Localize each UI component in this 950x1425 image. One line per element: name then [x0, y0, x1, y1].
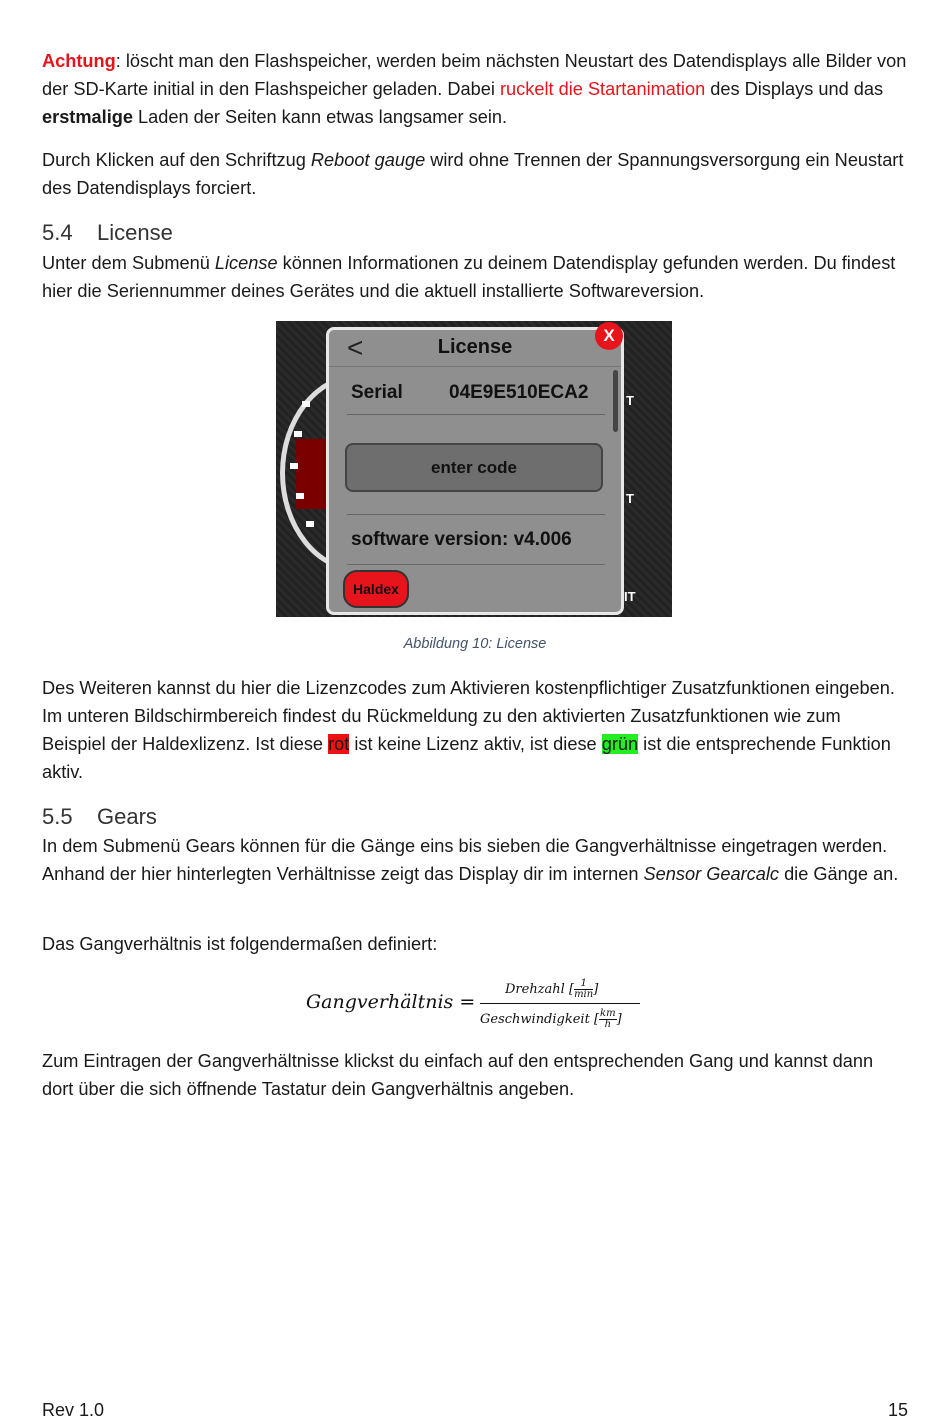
scrollbar[interactable] — [613, 370, 618, 432]
software-version: software version: v4.006 — [351, 529, 572, 550]
section-heading-license — [42, 219, 173, 247]
panel-title: License — [437, 336, 513, 358]
section-title: Gears — [97, 804, 157, 829]
unit-top: 1 — [574, 979, 593, 990]
divider — [347, 564, 605, 565]
footer-page-number: 15 — [887, 1400, 908, 1420]
formula-numerator: Drehzahl [ $\frac{1}{\min}$ ] — [505, 978, 599, 1000]
text-run: können Informationen zu deinem Datendisplay gefunden werden. Du findest hier die Seriennummer deines Gerätes und die aktuell installierte Softwareversion. — [42, 253, 896, 301]
red-highlight-text: ruckelt die Startanimation — [499, 79, 706, 99]
side-label: T — [626, 491, 634, 506]
back-arrow-icon[interactable]: < — [347, 332, 364, 363]
close-icon[interactable]: X — [595, 322, 623, 350]
section-number: 5.4 — [42, 220, 73, 245]
entry-paragraph: Zum Eintragen der Gangverhältnisse klickst du einfach auf den entsprechenden Gang und kannst dann dort über die sich öffnende Tastatur dein Gangverhältnis angeben. — [42, 1051, 874, 1099]
unit-bottom: min — [574, 989, 594, 1000]
figure-caption: Abbildung 10: License — [403, 636, 547, 652]
text-run: : löscht man den Flashspeicher, werden beim nächsten Neustart des Datendisplays alle Bilder von der SD-Karte initial in den Flashspeicher geladen. Dabei — [42, 51, 907, 99]
enter-code-button[interactable]: enter code — [345, 443, 603, 492]
text-run: ist keine Lizenz aktiv, ist diese — [349, 734, 602, 754]
section-heading-gears — [42, 803, 157, 831]
text-run: Unter dem Submenü — [42, 253, 215, 273]
italic-text: Sensor Gearcalc — [643, 864, 780, 884]
warning-paragraph — [42, 47, 908, 131]
bold-text: erstmalige — [42, 107, 133, 127]
license-panel — [326, 327, 624, 615]
text-run: ist die entsprechende Funktion aktiv. — [42, 734, 891, 782]
denominator-unit — [599, 1009, 617, 1030]
gauge-tick — [306, 521, 314, 527]
denominator-word: Geschwindigkeit — [480, 1012, 590, 1027]
numerator-unit — [574, 979, 593, 1000]
red-marker-word: rot — [328, 734, 350, 754]
warning-lead: Achtung — [42, 51, 116, 71]
license-paragraph — [42, 249, 908, 305]
unit-top: km — [600, 1008, 616, 1019]
formula-lhs: Gangverhältnis = — [306, 991, 476, 1013]
gauge-tick — [290, 463, 298, 469]
title-bar — [329, 330, 621, 367]
text-run: des Displays und das — [705, 79, 884, 99]
footer-revision: Rev 1.0 — [42, 1400, 105, 1420]
side-label: T — [626, 393, 634, 408]
gauge-tick — [302, 401, 310, 407]
side-label: IT — [624, 589, 636, 604]
license-feedback-paragraph — [42, 674, 908, 786]
serial-value: 04E9E510ECA2 — [449, 382, 589, 403]
divider — [347, 514, 605, 515]
unit-bottom: h — [604, 1019, 612, 1030]
italic-text: Reboot gauge — [310, 150, 426, 170]
green-marker-word: grün — [601, 734, 639, 754]
section-number: 5.5 — [42, 804, 73, 829]
gauge-tick — [296, 493, 304, 499]
divider — [347, 414, 605, 415]
text-run: wird ohne Trennen der Spannungsversorgung ein Neustart des Datendisplays forciert. — [42, 150, 904, 198]
numerator-word: Drehzahl — [505, 982, 565, 997]
fraction-line — [480, 1003, 640, 1004]
italic-text: License — [214, 253, 278, 273]
section-title: License — [97, 220, 173, 245]
text-run: Laden der Seiten kann etwas langsamer sein. — [132, 107, 508, 127]
haldex-license-badge: Haldex — [343, 570, 409, 608]
definition-intro: Das Gangverhältnis ist folgendermaßen definiert: — [42, 934, 438, 954]
text-run: Durch Klicken auf den Schriftzug — [42, 150, 311, 170]
gauge-tick — [294, 431, 302, 437]
formula-denominator: Geschwindigkeit [ $\frac{km}{h}$ ] — [480, 1008, 622, 1030]
gears-paragraph — [42, 832, 908, 888]
text-run: In dem Submenü Gears können für die Gänge eins bis sieben die Gangverhältnisse eingetragen werden. Anhand der hier hinterlegten Verhältnisse zeigt das Display dir im internen — [42, 836, 888, 884]
text-run: die Gänge an. — [779, 864, 899, 884]
reboot-paragraph — [42, 146, 908, 202]
license-screenshot — [276, 321, 672, 617]
serial-label: Serial — [351, 382, 403, 403]
text-run: Des Weiteren kannst du hier die Lizenzcodes zum Aktivieren kostenpflichtiger Zusatzfunktionen eingeben. Im unteren Bildschirmbereich findest du Rückmeldung zu den aktivierten Zusatzfunktionen wie zum Beispiel der Haldexlizenz. Ist diese — [42, 678, 895, 754]
